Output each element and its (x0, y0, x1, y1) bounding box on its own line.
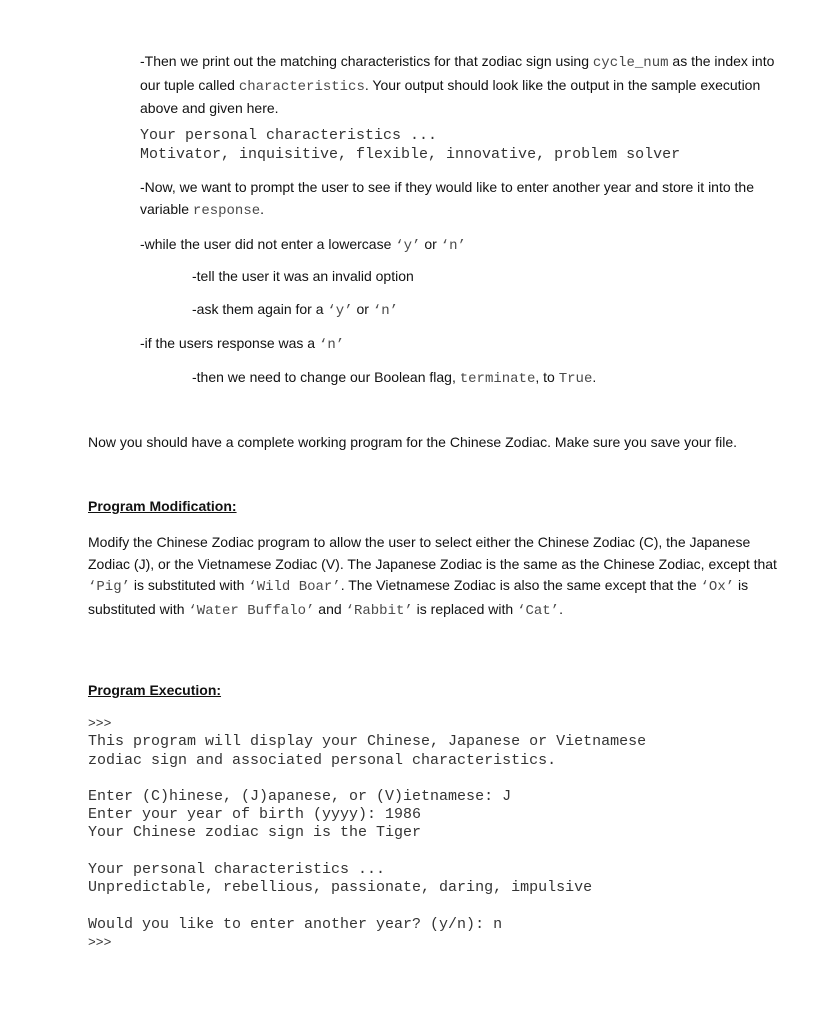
execution-heading: Program Execution: (88, 682, 222, 698)
sample-output-line-1: Your personal characteristics ... (140, 127, 438, 144)
instruction-invalid-option: -tell the user it was an invalid option (192, 268, 414, 284)
instruction-print-characteristics: -Then we print out the matching characteristics for that zodiac sign using cycle_num as the index into our tuple called characteristics. Your output should look like the output in the sample execution above and given here. (140, 53, 775, 116)
code-characteristics: characteristics (238, 78, 365, 95)
sample-output-line-2: Motivator, inquisitive, flexible, innovative, problem solver (140, 146, 681, 163)
code-cycle-num: cycle_num (592, 55, 669, 71)
complete-program-note: Now you should have a complete working program for the Chinese Zodiac. Make sure you save your file. (88, 434, 737, 450)
modification-text: Modify the Chinese Zodiac program to allow the user to select either the Chinese Zodiac (C), the Japanese Zodiac (J), or the Vietnamese Zodiac (V). The Japanese Zodiac is the same as the Chinese Zodiac, except that ‘Pig’ is substituted with ‘Wild Boar’. The Vietnamese Zodiac is also the same except that the ‘Ox’ is substituted with ‘Water Buffalo’ and ‘Rabbit’ is replaced with ‘Cat’. (88, 534, 777, 619)
exec-input-line-3: Your Chinese zodiac sign is the Tiger (88, 824, 422, 841)
instruction-ask-again: -ask them again for a ‘y’ or ‘n’ (192, 301, 399, 319)
instruction-if-n: -if the users response was a ‘n’ (140, 335, 345, 353)
modification-heading: Program Modification: (88, 498, 237, 514)
exec-intro-line-1: This program will display your Chinese, Japanese or Vietnamese (88, 733, 647, 750)
instruction-while-loop: -while the user did not enter a lowercase ‘y’ or ‘n’ (140, 236, 466, 254)
exec-prompt-start: >>> (88, 716, 112, 731)
code-response: response (192, 202, 261, 219)
instruction-terminate: -then we need to change our Boolean flag, terminate, to True. (192, 369, 597, 387)
instruction-prompt-again: -Now, we want to prompt the user to see if they would like to enter another year and store it into the variable response. (140, 179, 754, 219)
exec-input-line-2: Enter your year of birth (yyyy): 1986 (88, 806, 422, 823)
exec-chars-line-1: Your personal characteristics ... (88, 861, 386, 878)
exec-again-line: Would you like to enter another year? (y/n): n (88, 916, 503, 933)
exec-intro-line-2: zodiac sign and associated personal characteristics. (88, 752, 557, 769)
exec-chars-line-2: Unpredictable, rebellious, passionate, daring, impulsive (88, 879, 593, 896)
code-terminate: terminate (459, 371, 536, 387)
code-true: True (558, 371, 593, 387)
exec-input-line-1: Enter (C)hinese, (J)apanese, or (V)ietnamese: J (88, 788, 512, 805)
exec-prompt-end: >>> (88, 935, 112, 950)
